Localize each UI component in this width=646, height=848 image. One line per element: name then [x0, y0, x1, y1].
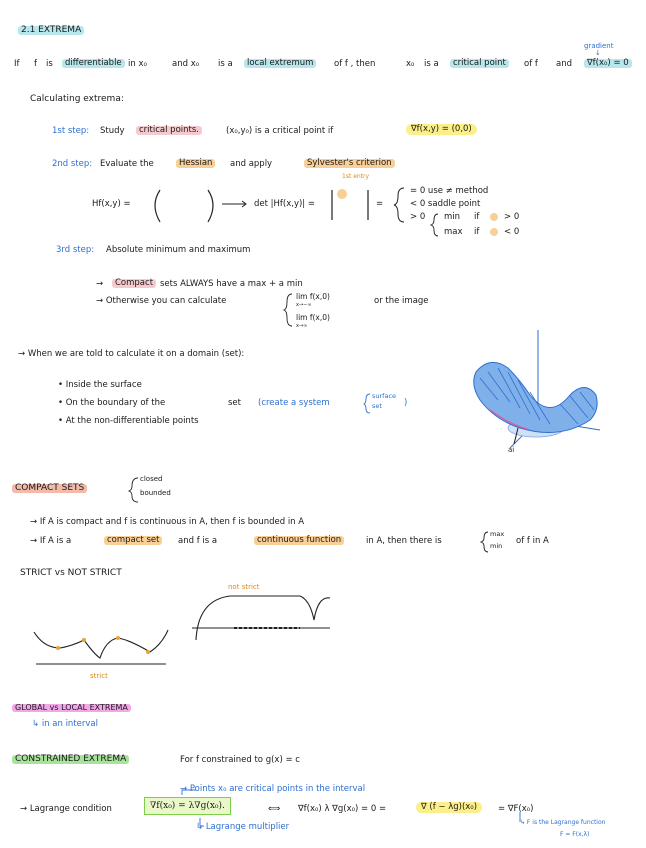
case-zero: = 0 use ≠ method	[410, 186, 489, 196]
compact-sets-title: COMPACT SETS	[12, 484, 87, 493]
lagrange-condition-label: → Lagrange condition	[20, 804, 112, 814]
or-image: or the image	[374, 296, 429, 306]
compact-rule-2-rest: in A, then there is	[366, 536, 442, 546]
strict-title: STRICT vs NOT STRICT	[20, 568, 122, 578]
in-x0: in x₀	[128, 59, 147, 69]
differentiable-highlight: differentiable	[62, 59, 125, 68]
calculating-heading: Calculating extrema:	[30, 94, 124, 104]
compact-set-highlight: compact set	[104, 536, 162, 545]
gradient-expression: ∇f(x₀) λ ∇g(x₀) = 0 =	[298, 804, 387, 814]
step2-text: Evaluate the	[100, 159, 154, 169]
critical-point-highlight: critical point	[450, 59, 509, 68]
and-apply: and apply	[230, 159, 273, 169]
lagrange-function-note: ↳ F is the Lagrange function	[520, 819, 606, 826]
hessian-matrix-label: Hf(x,y) =	[92, 199, 131, 209]
closed-label: closed	[140, 475, 163, 483]
limit-pos: lim f(x,0)	[296, 313, 330, 322]
max-label: max	[444, 227, 463, 237]
is-word: is	[46, 59, 53, 69]
not-strict-graph	[192, 596, 330, 640]
lt-zero: < 0	[504, 227, 520, 237]
is-a-2: is a	[424, 59, 439, 69]
system-set: set	[372, 402, 382, 410]
gradient-arrow: ↓	[595, 49, 601, 57]
global-local-title: GLOBAL vs LOCAL EXTREMA	[12, 704, 131, 712]
x0-word: x₀	[406, 59, 415, 69]
if-max: if	[474, 227, 480, 237]
lagrange-formula: ∇f(x₀) = λ∇g(x₀).	[150, 801, 225, 811]
equivalence-arrow: ⟺	[268, 804, 281, 814]
case-saddle: < 0 saddle point	[410, 199, 481, 209]
svg-text:ai: ai	[508, 446, 515, 454]
otherwise-sentence: → Otherwise you can calculate	[96, 296, 227, 306]
gradient-note: gradient	[584, 42, 614, 50]
local-extremum-highlight: local extremum	[244, 59, 316, 68]
strict-graph	[34, 630, 168, 664]
section-title: 2.1 EXTREMA	[18, 26, 84, 35]
lagrange-multiplier-note: ↳ Lagrange multiplier	[196, 822, 290, 832]
step3-label: 3rd step:	[56, 245, 95, 255]
step1-label: 1st step:	[52, 126, 90, 136]
critical-points-highlight: critical points.	[136, 126, 202, 135]
compact-highlight: Compact	[112, 279, 156, 288]
bullet-boundary: • On the boundary of the	[58, 398, 166, 408]
bullet-nondiff: • At the non-differentiable points	[58, 416, 199, 426]
if-word: If	[14, 59, 20, 69]
of-f-2: of f	[524, 59, 538, 69]
bullet-inside: • Inside the surface	[58, 380, 142, 390]
first-entry-note: 1st entry	[342, 173, 370, 180]
sylvester-highlight: Sylvester's criterion	[304, 159, 395, 168]
equals-sign: =	[376, 199, 384, 209]
arrow-compact: →	[96, 279, 104, 289]
hessian-highlight: Hessian	[176, 159, 215, 168]
compact-rule-2-end: of f in A	[516, 536, 549, 546]
gradient-zero-highlight: ∇f(x₀) = 0	[584, 59, 632, 68]
case-positive: > 0	[410, 212, 426, 222]
lagrange-function-def: F = F(x,λ)	[560, 831, 590, 838]
continuous-function-highlight: continuous function	[254, 536, 344, 545]
min-label: min	[444, 212, 461, 222]
constrained-title: CONSTRAINED EXTREMA	[12, 755, 129, 764]
step1-rest: (x₀,y₀) is a critical point if	[226, 126, 334, 136]
system-surface: surface	[372, 392, 397, 400]
gradient-condition: ∇f(x,y) = (0,0)	[406, 124, 477, 135]
of-f-then: of f , then	[334, 59, 376, 69]
det-label: det |Hf(x,y)| =	[254, 199, 315, 209]
gt-zero: > 0	[504, 212, 520, 222]
min-small: min	[490, 542, 503, 550]
step2-label: 2nd step:	[52, 159, 93, 169]
create-system: (create a system	[258, 398, 330, 408]
limit-neg: lim f(x,0)	[296, 292, 330, 301]
and-word: and	[556, 59, 572, 69]
lagrange-gradient-highlight: ∇ (f − λg)(x₀)	[416, 802, 482, 813]
constrained-condition: For f constrained to g(x) = c	[180, 755, 300, 765]
not-strict-label: not strict	[228, 583, 260, 591]
compact-rule-2-mid: and f is a	[178, 536, 218, 546]
f-symbol: f	[34, 59, 37, 69]
compact-rule-2-start: → If A is a	[30, 536, 72, 546]
limit-neg-sub: x→−∞	[296, 302, 312, 308]
compact-rule-1: → If A is compact and f is continuous in A, then f is bounded in A	[30, 517, 305, 527]
bounded-label: bounded	[140, 489, 171, 497]
in-interval-note: ↳ in an interval	[32, 719, 98, 729]
if-min: if	[474, 212, 480, 222]
create-system-close: )	[404, 398, 408, 408]
boundary-set: set	[228, 398, 241, 408]
max-small: max	[490, 530, 505, 538]
is-a: is a	[218, 59, 233, 69]
points-note: → Points x₀ are critical points in the interval	[180, 784, 366, 794]
strict-label: strict	[90, 672, 108, 680]
step1-text: Study	[100, 126, 125, 136]
limit-pos-sub: x→∞	[296, 323, 308, 329]
equals-gradF: = ∇F(x₀)	[498, 804, 534, 814]
and-x0: and x₀	[172, 59, 200, 69]
domain-header: → When we are told to calculate it on a domain (set):	[18, 349, 245, 359]
surface-3d-sketch	[474, 330, 600, 454]
step3-text: Absolute minimum and maximum	[106, 245, 251, 255]
compact-sentence: sets ALWAYS have a max + a min	[160, 279, 303, 289]
